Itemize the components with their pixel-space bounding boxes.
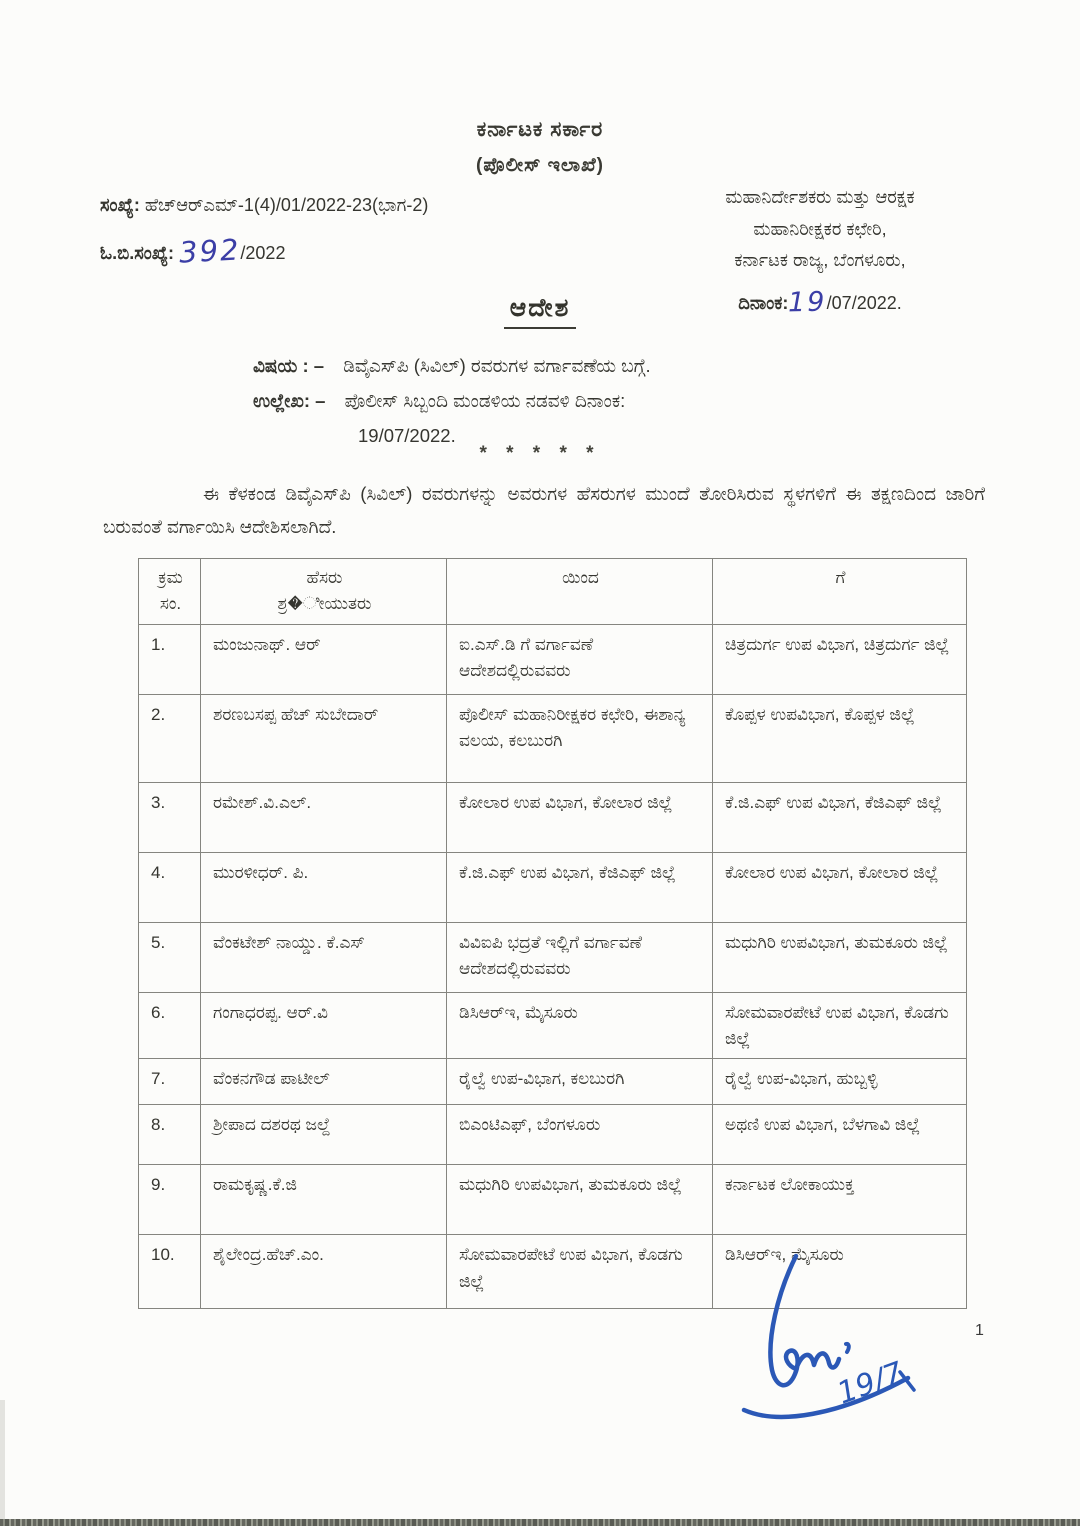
cell-name: ಗಂಗಾಧರಪ್ಪ. ಆರ್.ವಿ [201,992,447,1059]
ob-number-label: ಓ.ಬಿ.ಸಂಖ್ಯೆ: [100,243,175,264]
ob-number-line [100,222,428,277]
cell-serial: 10. [139,1235,201,1309]
office-line-2: ಮಹಾನಿರೀಕ್ಷಕರ ಕಛೇರಿ, [753,218,887,239]
cell-to: ರೈಲ್ವೆ ಉಪ-ವಿಭಾಗ, ಹುಬ್ಬಳ್ಳಿ [713,1059,967,1105]
reference-line [253,383,651,418]
cell-serial: 5. [139,922,201,992]
cell-to: ಅಥಣಿ ಉಪ ವಿಭಾಗ, ಬೆಳಗಾವಿ ಜಿಲ್ಲೆ [713,1105,967,1165]
cell-to: ಸೋಮವಾರಪೇಟೆ ಉಪ ವಿಭಾಗ, ಕೊಡಗು ಜಿಲ್ಲೆ [713,992,967,1059]
cell-from: ಐ.ಎಸ್.ಡಿ ಗೆ ವರ್ಗಾವಣೆ ಆದೇಶದಲ್ಲಿರುವವರು [447,624,713,694]
cell-from: ಬಿಎಂಟಿಎಫ್, ಬೆಂಗಳೂರು [447,1105,713,1165]
subject-block [253,348,651,453]
file-number-label: ಸಂಖ್ಯೆ: [100,195,140,215]
table-row [139,1165,967,1235]
cell-to: ಡಿಸಿಆರ್‌ಇ, ಮೈಸೂರು [713,1235,967,1309]
reference-label: ಉಲ್ಲೇಖ: – [253,390,326,412]
scan-left-edge [0,1400,5,1526]
table-header-row [139,559,967,625]
cell-name: ರಾಮಕೃಷ್ಣ.ಕೆ.ಜಿ [201,1165,447,1235]
reference-date: 19/07/2022. [358,425,456,447]
cell-to: ಕರ್ನಾಟಕ ಲೋಕಾಯುಕ್ತ [713,1165,967,1235]
cell-from: ಪೊಲೀಸ್ ಮಹಾನಿರೀಕ್ಷಕರ ಕಛೇರಿ, ಈಶಾನ್ಯ ವಲಯ, ಕಲಬುರಗಿ [447,694,713,782]
ob-number-handwritten: 392 [178,232,242,270]
transfer-table [138,558,967,1309]
cell-from: ವಿವಿಐಪಿ ಭದ್ರತೆ ಇಲ್ಲಿಗೆ ವರ್ಗಾವಣೆ ಆದೇಶದಲ್ಲಿರುವವರು [447,922,713,992]
table-row [139,1059,967,1105]
date-day-handwritten: 19 [788,286,827,318]
header-from: ಯಿಂದ [447,559,713,625]
file-number-value: ಹೆಚ್‌ಆರ್‌ಎಮ್-1(4)/01/2022-23(ಭಾಗ-2) [144,195,429,215]
table-row [139,782,967,852]
table-row [139,1105,967,1165]
date-label: ದಿನಾಂಕ: [738,292,789,313]
cell-name: ಶ್ರೀಪಾದ ದಶರಥ ಜಲ್ದೆ [201,1105,447,1165]
table-row [139,992,967,1059]
cell-serial: 4. [139,852,201,922]
cell-serial: 8. [139,1105,201,1165]
asterisk-separator: * * * * * [479,443,601,464]
file-number-line [100,188,428,222]
signature-date-note: 19/7 [832,1355,909,1412]
cell-serial: 1. [139,624,201,694]
subject-label: ವಿಷಯ : – [253,355,325,376]
cell-name: ವೆಂಕಟೇಶ್ ನಾಯ್ಡು. ಕೆ.ಎಸ್ [201,922,447,992]
government-title: ಕರ್ನಾಟಕ ಸರ್ಕಾರ [476,118,604,141]
order-title: ಆದೇಶ [0,294,1080,329]
reference-text: ಪೊಲೀಸ್ ಸಿಬ್ಬಂದಿ ಮಂಡಳಿಯ ನಡವಳಿ ದಿನಾಂಕ: [344,390,626,412]
cell-name: ಮುರಳೀಧರ್. ಪಿ. [201,852,447,922]
table-row [139,922,967,992]
page-number: 1 [975,1322,984,1339]
ob-number-suffix: /2022 [240,243,286,264]
cell-serial: 6. [139,992,201,1059]
order-body-paragraph: ಈ ಕೆಳಕಂಡ ಡಿವೈಎಸ್‌ಪಿ (ಸಿವಿಲ್) ರವರುಗಳನ್ನು ಅವರುಗಳ ಹೆಸರುಗಳ ಮುಂದೆ ತೋರಿಸಿರುವ ಸ್ಥಳಗಳಿಗೆ ಈ ತಕ್ಷಣದಿಂದ ಜಾರಿಗೆ ಬರುವಂತೆ ವರ್ಗಾಯಿಸಿ ಆದೇಶಿಸಲಾಗಿದೆ. [103,483,985,538]
cell-from: ರೈಲ್ವೆ ಉಪ-ವಿಭಾಗ, ಕಲಬುರಗಿ [447,1059,713,1105]
table-row [139,852,967,922]
table-row [139,624,967,694]
cell-name: ಶೈಲೇಂದ್ರ.ಹೆಚ್.ಎಂ. [201,1235,447,1309]
cell-from: ಡಿಸಿಆರ್‌ಇ, ಮೈಸೂರು [447,992,713,1059]
cell-serial: 7. [139,1059,201,1105]
cell-name: ಮಂಜುನಾಥ್. ಆರ್ [201,624,447,694]
cell-from: ಮಧುಗಿರಿ ಉಪವಿಭಾಗ, ತುಮಕೂರು ಜಿಲ್ಲೆ [447,1165,713,1235]
cell-to: ಕೆ.ಜಿ.ಎಫ್ ಉಪ ವಿಭಾಗ, ಕೆಜಿಎಫ್ ಜಿಲ್ಲೆ [713,782,967,852]
office-line-1: ಮಹಾನಿರ್ದೇಶಕರು ಮತ್ತು ಆರಕ್ಷಕ [725,187,915,207]
reference-block [100,188,428,277]
subject-line [253,348,651,383]
subject-text: ಡಿವೈಎಸ್‌ಪಿ (ಸಿವಿಲ್) ರವರುಗಳ ವರ್ಗಾವಣೆಯ ಬಗ್ಗೆ. [343,355,651,376]
cell-name: ರಮೇಶ್.ವಿ.ಎಲ್. [201,782,447,852]
signature [730,1252,960,1432]
header-name: ಹೆಸರು ಶ್ರ�ೀಯುತರು [201,559,447,625]
table-row [139,694,967,782]
scan-bottom-strip [0,1519,1080,1526]
cell-name: ಶರಣಬಸಪ್ಪ ಹೆಚ್ ಸುಬೇದಾರ್ [201,694,447,782]
cell-from: ಕೆ.ಜಿ.ಎಫ್ ಉಪ ವಿಭಾಗ, ಕೆಜಿಎಫ್ ಜಿಲ್ಲೆ [447,852,713,922]
header-serial: ಕ್ರಮ ಸಂ. [139,559,201,625]
cell-to: ಮಧುಗಿರಿ ಉಪವಿಭಾಗ, ತುಮಕೂರು ಜಿಲ್ಲೆ [713,922,967,992]
cell-to: ಕೊಪ್ಪಳ ಉಪವಿಭಾಗ, ಕೊಪ್ಪಳ ಜಿಲ್ಲೆ [713,694,967,782]
cell-name: ವೆಂಕನಗೌಡ ಪಾಟೀಲ್ [201,1059,447,1105]
cell-serial: 3. [139,782,201,852]
header-to: ಗೆ [713,559,967,625]
cell-to: ಕೋಲಾರ ಉಪ ವಿಭಾಗ, ಕೋಲಾರ ಜಿಲ್ಲೆ [713,852,967,922]
signature-ink-icon [730,1252,960,1432]
date-suffix: /07/2022. [826,292,902,313]
cell-serial: 2. [139,694,201,782]
department-title: (ಪೊಲೀಸ್ ಇಲಾಖೆ) [476,155,604,176]
cell-serial: 9. [139,1165,201,1235]
cell-from: ಸೋಮವಾರಪೇಟೆ ಉಪ ವಿಭಾಗ, ಕೊಡಗು ಜಿಲ್ಲೆ [447,1235,713,1309]
office-line-3: ಕರ್ನಾಟಕ ರಾಜ್ಯ, ಬೆಂಗಳೂರು, [734,250,906,270]
cell-to: ಚಿತ್ರದುರ್ಗ ಉಪ ವಿಭಾಗ, ಚಿತ್ರದುರ್ಗ ಜಿಲ್ಲೆ [713,624,967,694]
cell-from: ಕೋಲಾರ ಉಪ ವಿಭಾಗ, ಕೋಲಾರ ಜಿಲ್ಲೆ [447,782,713,852]
